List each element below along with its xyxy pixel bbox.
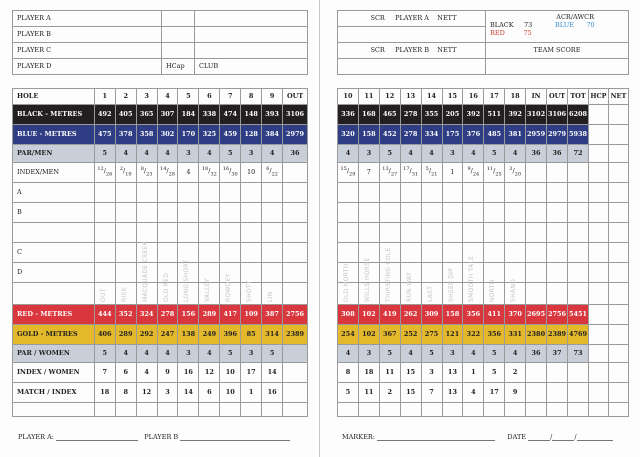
par-men-row: PAR/MEN 5 4 4 4 3 4 5 3 4 36: [13, 145, 308, 163]
score-row-d: D: [13, 263, 308, 283]
back-match-index-row: 5 11 2 15 7 13 4 17 9: [338, 383, 629, 403]
blue-rating-label: BLUE: [554, 21, 574, 30]
black-rating: 73: [523, 21, 533, 30]
hole-names-row: [13, 283, 308, 305]
hole-row: HOLE 1 2 3 4 5 6 7 8 9 OUT: [13, 89, 308, 105]
player-d-label: PLAYER D: [13, 59, 162, 75]
index-men-row: INDEX/MEN $^{12}/_{26}$ $^2/_{19}$ $^8/_{23}$ $^{14}/_{28}$ 4 $^{18}/_{32}$ $^{16}/_{30}$ 10 $^6/_{22}$: [13, 163, 308, 183]
back-index-men-row: $^{15}/_{29}$ 7 $^{13}/_{27}$ $^{17}/_{31}$ $^5/_{21}$ 1 $^9/_{24}$ $^{11}/_{25}$ $^3/_{20}$: [338, 163, 629, 183]
scr-label: SCR: [370, 14, 385, 23]
marker-signature-line[interactable]: [377, 432, 495, 441]
club-label: CLUB: [195, 59, 308, 75]
blue-rating: 70: [586, 21, 595, 30]
hole-name-18: SHAND: [510, 278, 518, 302]
date-day-field[interactable]: [528, 432, 550, 441]
back-nine-table: [337, 88, 629, 417]
red-metres-row: RED - METRES 444 352 324 278 156 289 417 109 387 2756: [13, 305, 308, 325]
back-index-women-row: 8 18 11 15 3 13 1 5 2: [338, 363, 629, 383]
date-month-field[interactable]: [552, 432, 574, 441]
back-blue-metres-row: 320 158 452 278 334 175 376 485 381 2959 2979 5938: [338, 125, 629, 145]
acr-label: ACR/AWCR: [556, 13, 594, 21]
back-par-men-row: 4 3 5 4 4 3 4 5 4 36 36 72: [338, 145, 629, 163]
nett-label: NETT: [437, 14, 457, 23]
hcap-label: HCap: [162, 59, 195, 75]
match-index-row: MATCH / INDEX 18 8 12 3 14 6 10 1 16: [13, 383, 308, 403]
player-a-signature-line[interactable]: [56, 432, 138, 441]
player-a-score-label: PLAYER A: [395, 14, 429, 23]
card-fold: [319, 0, 320, 457]
back-par-women-row: 4 3 5 4 5 3 4 5 4 36 37 73: [338, 345, 629, 363]
index-women-row: INDEX / WOMEN 7 6 4 9 16 12 10 17 14: [13, 363, 308, 383]
hole-name-6: VALLEY: [204, 278, 212, 302]
player-c-label: PLAYER C: [13, 43, 162, 59]
blue-metres-row: BLUE - METRES 475 378 358 302 170 325 459 128 384 2979: [13, 125, 308, 145]
hole-name-14: LAST: [426, 285, 434, 302]
hole-name-17: NORTH: [489, 279, 497, 302]
hole-name-12: THIRSTING COLE: [384, 247, 392, 302]
red-rating-label: RED: [490, 29, 505, 38]
scr-label-2: SCR: [370, 46, 385, 55]
player-b-label: PLAYER B: [13, 27, 162, 43]
score-summary-table: [337, 10, 629, 75]
footer-player-b-label: PLAYER B: [144, 433, 179, 441]
score-row-blank: [13, 223, 308, 243]
hole-name-2: RISK: [120, 287, 128, 302]
score-row-b: B: [13, 203, 308, 223]
hole-name-8: SHOTT: [246, 280, 254, 302]
hole-name-5: LONG SHORT: [183, 259, 191, 302]
footer-player-a-label: PLAYER A:: [18, 433, 55, 441]
hole-name-4: OLD RED: [162, 272, 170, 302]
back-black-metres-row: 336 168 465 278 355 205 392 511 392 3102 3106 6208: [338, 105, 629, 125]
score-row-c: C: [13, 243, 308, 263]
hole-name-1: OUT: [99, 288, 107, 302]
hole-name-16: SMOOTH TALE: [468, 255, 476, 302]
front-nine-table: [12, 88, 308, 417]
date-year-field[interactable]: [577, 432, 613, 441]
score-row-a: A: [13, 183, 308, 203]
par-women-row: PAR / WOMEN 5 4 4 4 3 4 5 3 5: [13, 345, 308, 363]
black-metres-row: BLACK - METRES 492 405 365 307 184 338 474 148 393 3106: [13, 105, 308, 125]
black-rating-label: BLACK: [490, 21, 514, 30]
hole-name-7: ROWDEY: [225, 273, 233, 302]
footer-right: MARKER: DATE / /: [342, 432, 613, 441]
player-b-signature-line[interactable]: [180, 432, 290, 441]
hole-name-11: WILLS HORSE: [363, 257, 371, 302]
gold-metres-row: GOLD - METRES 406 289 292 247 138 249 396 85 314 2389: [13, 325, 308, 345]
back-red-metres-row: 308 102 419 262 309 158 356 411 370 2695 2756 5451: [338, 305, 629, 325]
hole-name-13: RUN WAY: [405, 272, 413, 302]
player-a-label: PLAYER A: [13, 11, 162, 27]
hole-name-3: MACQUADE CREEK: [141, 241, 149, 302]
player-b-score-label: PLAYER B: [395, 46, 430, 55]
nett-label-2: NETT: [437, 46, 457, 55]
team-score-label: TEAM SCORE: [486, 43, 629, 59]
players-table: [12, 10, 308, 75]
back-hole-row: 10 11 12 13 14 15 16 17 18 IN OUT TOT HCP NET: [338, 89, 629, 105]
hole-name-9: LIN: [267, 291, 275, 302]
footer-date-label: DATE: [507, 433, 527, 441]
hole-label: HOLE: [13, 89, 95, 105]
hole-name-15: SHEEP DIP: [447, 267, 455, 302]
footer-marker-label: MARKER:: [342, 433, 375, 441]
back-hole-names-row: [338, 283, 629, 305]
red-rating: 75: [523, 29, 532, 38]
hole-name-10: OLD NORTH: [343, 263, 350, 302]
footer-left: [18, 432, 290, 441]
back-gold-metres-row: 254 102 367 252 275 121 322 356 331 2380 2389 4769: [338, 325, 629, 345]
